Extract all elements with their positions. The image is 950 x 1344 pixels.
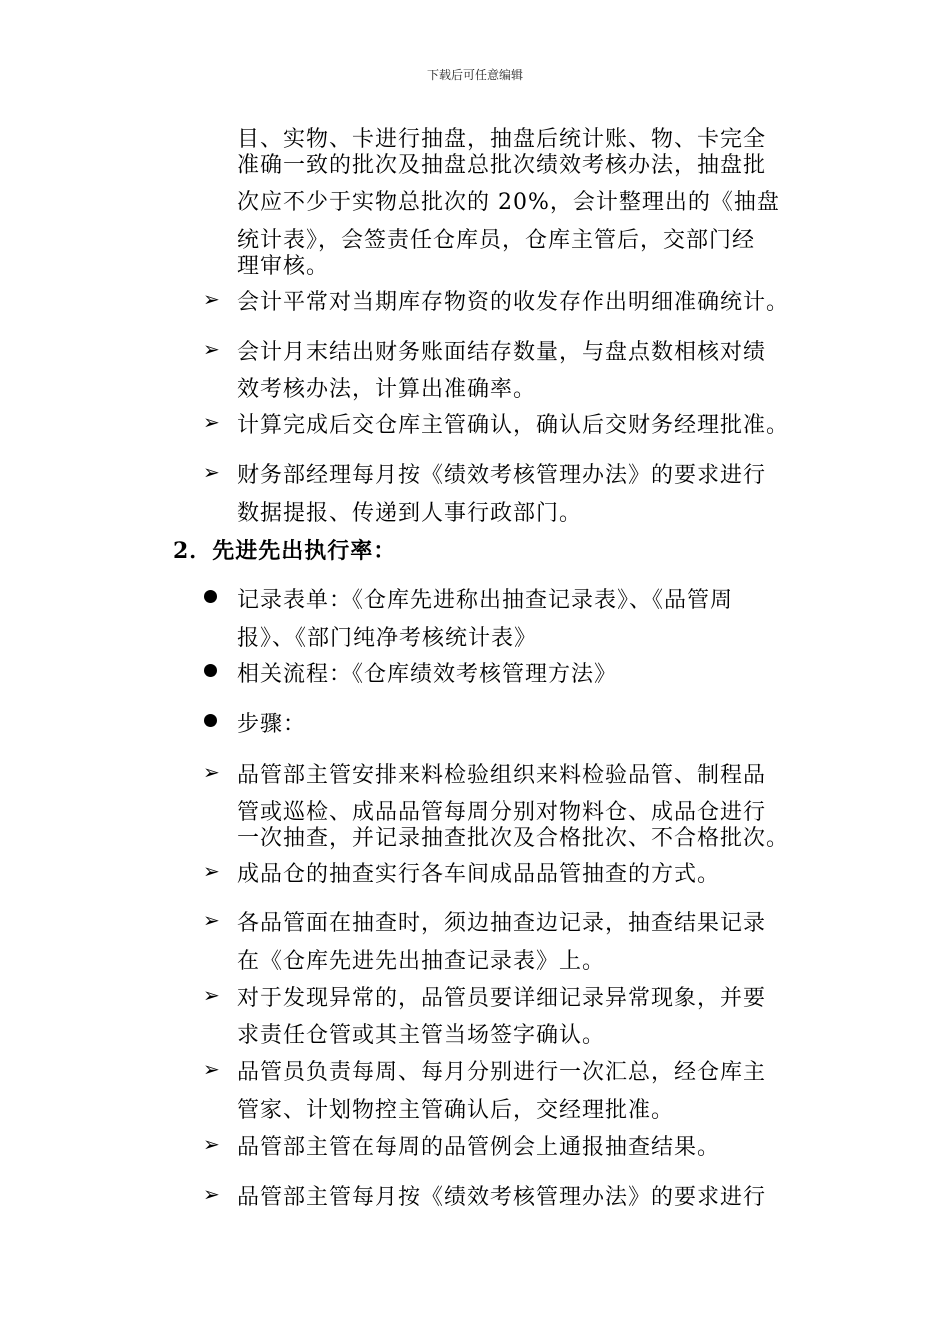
bullet-dot-icon <box>204 590 217 603</box>
arrow-bullet-icon: ➢ <box>203 760 220 784</box>
arrow-bullet-icon: ➢ <box>203 1132 220 1156</box>
arrow-bullet-icon: ➢ <box>203 337 220 361</box>
bullet-line: 报》、《部门纯净考核统计表》 <box>237 626 538 651</box>
step-line: 品管部主管每月按《绩效考核管理办法》的要求进行 <box>237 1185 767 1210</box>
bullet-line: 相关流程：《仓库绩效考核管理方法》 <box>237 662 618 687</box>
arrow-bullet-icon: ➢ <box>203 1057 220 1081</box>
step-line: 在《仓库先进先出抽查记录表》上。 <box>237 949 606 974</box>
arrow-bullet-icon: ➢ <box>203 1182 220 1206</box>
page-header: 下载后可任意编辑 <box>426 68 523 82</box>
arrow-bullet-icon: ➢ <box>203 287 220 311</box>
arrow-bullet-icon: ➢ <box>203 859 220 883</box>
step-line: 会计月末结出财务账面结存数量，与盘点数相核对绩 <box>237 340 767 365</box>
step-line: 效考核办法，计算出准确率。 <box>237 377 537 402</box>
step-line: 计算完成后交仓库主管确认，确认后交财务经理批准。 <box>237 413 790 438</box>
step-line: 成品仓的抽查实行各车间成品品管抽查的方式。 <box>237 862 721 887</box>
bullet-dot-icon <box>204 664 217 677</box>
arrow-bullet-icon: ➢ <box>203 460 220 484</box>
section-heading: 2．先进先出执行率： <box>173 538 397 564</box>
arrow-bullet-icon: ➢ <box>203 983 220 1007</box>
arrow-bullet-icon: ➢ <box>203 410 220 434</box>
intro-line: 次应不少于实物总批次的 20%，会计整理出的《抽盘 <box>237 190 780 215</box>
bullet-dot-icon <box>204 714 217 727</box>
bullet-line: 步骤： <box>237 712 307 737</box>
step-line: 品管部主管在每周的品管例会上通报抽查结果。 <box>237 1135 721 1160</box>
step-line: 各品管面在抽查时，须边抽查边记录，抽查结果记录 <box>237 911 767 936</box>
step-line: 财务部经理每月按《绩效考核管理办法》的要求进行 <box>237 463 767 488</box>
intro-line: 目、实物、卡进行抽盘，抽盘后统计账、物、卡完全 <box>237 127 767 152</box>
step-line: 对于发现异常的，品管员要详细记录异常现象，并要 <box>237 986 767 1011</box>
step-line: 管家、计划物控主管确认后，交经理批准。 <box>237 1098 675 1123</box>
intro-line: 统计表》，会签责任仓库员，仓库主管后，交部门经 <box>237 228 756 253</box>
step-line: 求责任仓管或其主管当场签字确认。 <box>237 1023 606 1048</box>
intro-line: 准确一致的批次及抽盘总批次绩效考核办法，抽盘批 <box>237 153 767 178</box>
intro-line: 理审核。 <box>237 254 330 279</box>
step-line: 品管员负责每周、每月分别进行一次汇总，经仓库主 <box>237 1060 767 1085</box>
step-line: 一次抽查，并记录抽查批次及合格批次、不合格批次。 <box>237 826 790 851</box>
step-line: 管或巡检、成品品管每周分别对物料仓、成品仓进行 <box>237 800 767 825</box>
step-line: 品管部主管安排来料检验组织来料检验品管、制程品 <box>237 763 767 788</box>
step-line: 会计平常对当期库存物资的收发存作出明细准确统计。 <box>237 290 790 315</box>
bullet-line: 记录表单：《仓库先进称出抽查记录表》、《品管周 <box>237 588 734 613</box>
step-line: 数据提报、传递到人事行政部门。 <box>237 501 583 526</box>
arrow-bullet-icon: ➢ <box>203 908 220 932</box>
